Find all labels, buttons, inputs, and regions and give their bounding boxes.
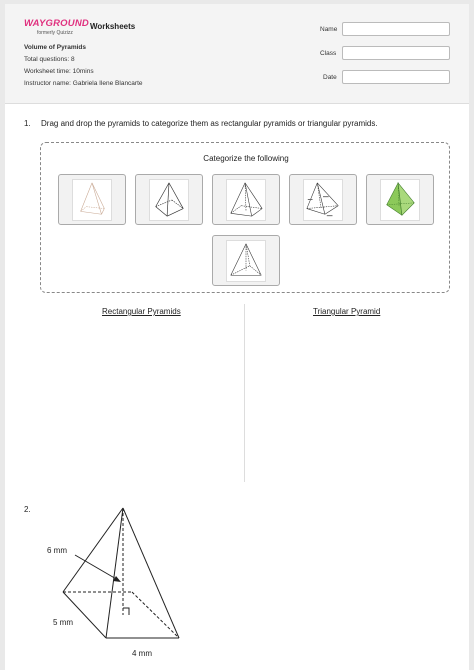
name-label: Name (320, 26, 338, 33)
worksheet-time: Worksheet time: 10mins (24, 68, 94, 75)
question-prompt: Drag and drop the pyramids to categorize them as rectangular pyramids or triangular pyramids. (41, 119, 378, 128)
class-label: Class (320, 50, 337, 57)
pyramid-image-4 (303, 179, 343, 221)
column-rectangular-pyramids[interactable]: Rectangular Pyramids (102, 307, 181, 316)
pyramid-card-1[interactable] (58, 174, 126, 225)
date-field[interactable] (342, 70, 450, 84)
pyramid-image-5 (380, 179, 420, 221)
total-questions: Total questions: 8 (24, 56, 75, 63)
class-field[interactable] (342, 46, 450, 60)
brand-name: WAYGROUND (24, 18, 89, 29)
column-divider (244, 304, 245, 482)
column-triangular-pyramid[interactable]: Triangular Pyramid (313, 307, 381, 316)
width-label: 5 mm (53, 618, 73, 627)
name-field[interactable] (342, 22, 450, 36)
pyramid-image-6 (226, 240, 266, 282)
question-2-number: 2. (24, 505, 31, 514)
section-title: Worksheets (90, 22, 136, 31)
pyramid-card-5[interactable] (366, 174, 434, 225)
date-label: Date (323, 74, 337, 81)
pyramid-card-3[interactable] (212, 174, 280, 225)
length-label: 4 mm (132, 649, 152, 658)
pyramid-card-4[interactable] (289, 174, 357, 225)
worksheet-header (5, 4, 469, 104)
worksheet-page (5, 4, 469, 670)
pyramid-image-3 (226, 179, 266, 221)
brand-subtitle: formerly Quizizz (37, 30, 73, 36)
height-label: 6 mm (47, 546, 67, 555)
question-number: 1. (24, 119, 31, 128)
pyramid-card-6[interactable] (212, 235, 280, 286)
categorize-title: Categorize the following (203, 154, 289, 163)
wayground-logo (24, 18, 88, 38)
pyramid-diagram (39, 504, 189, 659)
pyramid-image-2 (149, 179, 189, 221)
pyramid-image-1 (72, 179, 112, 221)
worksheet-title: Volume of Pyramids (24, 44, 87, 51)
pyramid-card-2[interactable] (135, 174, 203, 225)
instructor-name: Instructor name: Gabriela Ilene Blancarte (24, 80, 143, 87)
categorize-dropzone[interactable] (40, 142, 450, 293)
